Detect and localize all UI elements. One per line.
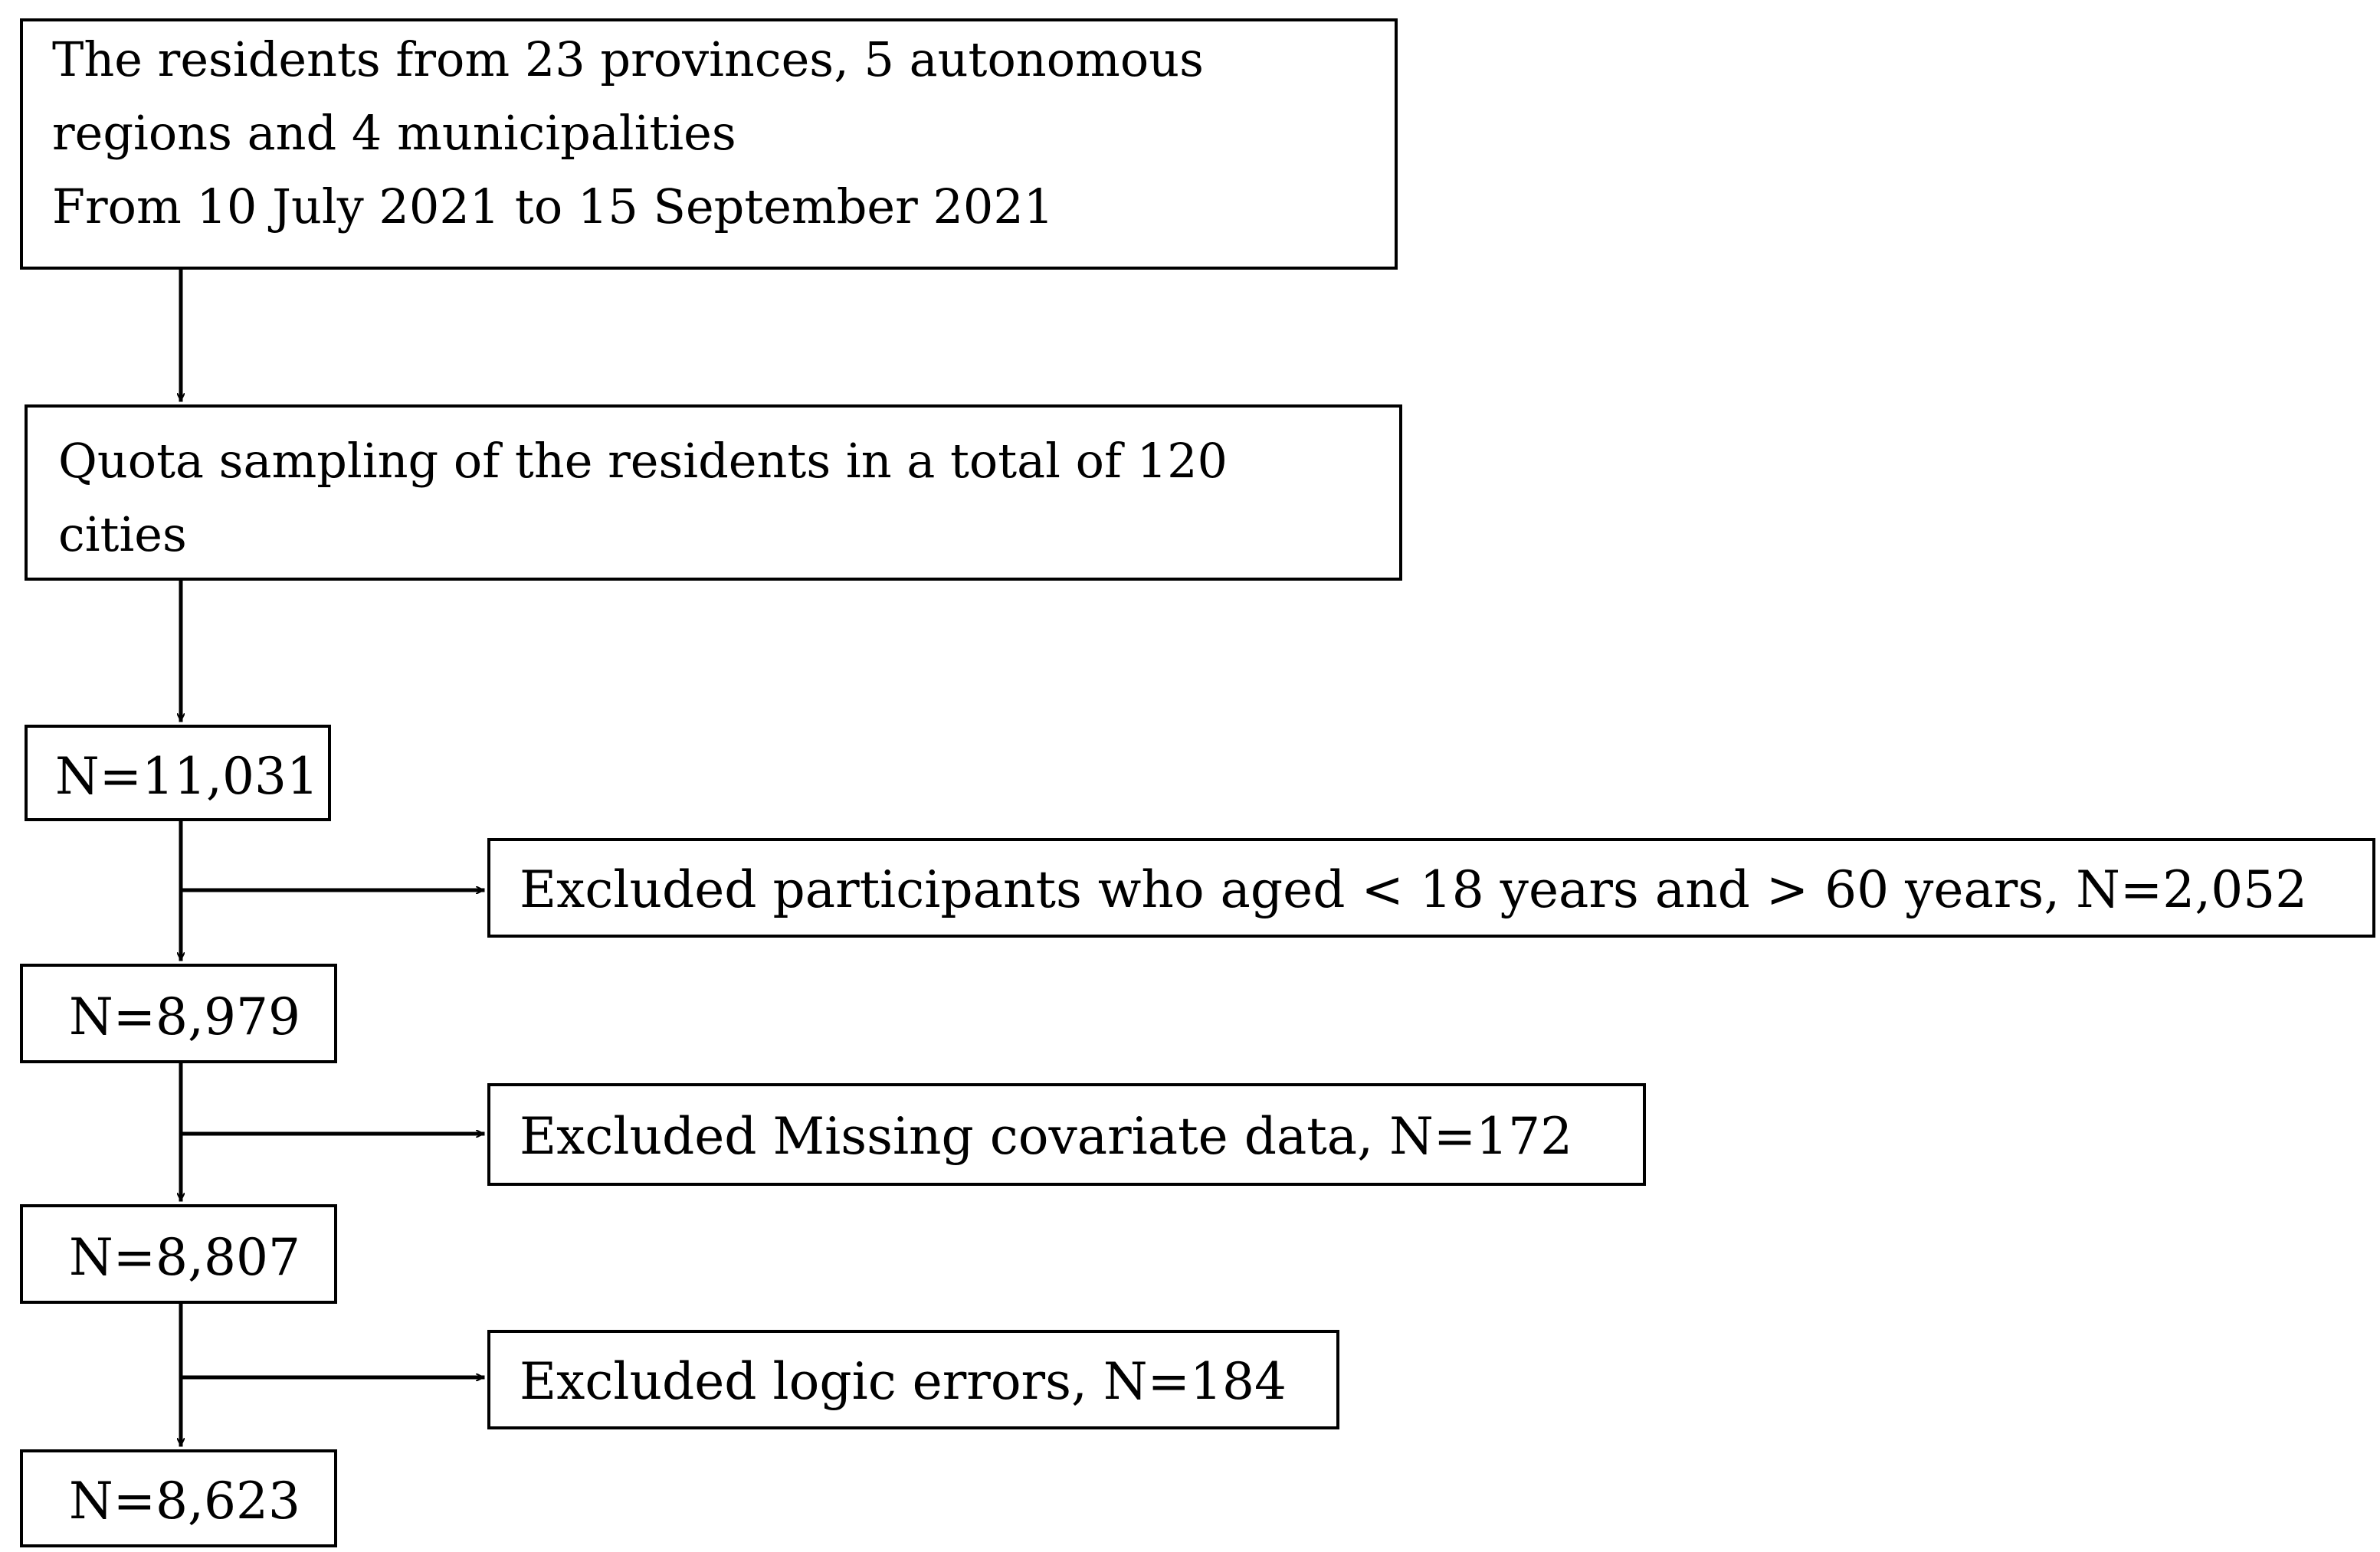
count-after-missing-label: N=8,807	[69, 1228, 300, 1287]
exclusion-box-logic-errors	[487, 1330, 1339, 1429]
count-box-after-missing	[20, 1204, 337, 1304]
count-box-after-age	[20, 964, 337, 1063]
source-line-3: From 10 July 2021 to 15 September 2021	[52, 178, 1054, 234]
quota-sampling-box	[25, 404, 1402, 581]
count-after-age-label: N=8,979	[69, 987, 300, 1046]
exclusion-missing-data-label: Excluded Missing covariate data, N=172	[520, 1107, 1573, 1166]
source-line-1: The residents from 23 provinces, 5 autonomous	[52, 31, 1204, 87]
quota-line-1: Quota sampling of the residents in a total of 120	[58, 433, 1228, 489]
exclusion-logic-errors-label: Excluded logic errors, N=184	[520, 1352, 1287, 1411]
count-box-initial	[25, 725, 331, 821]
exclusion-age-label: Excluded participants who aged < 18 years and > 60 years, N=2,052	[520, 860, 2308, 919]
quota-line-2: cities	[58, 506, 187, 562]
count-box-final	[20, 1449, 337, 1547]
exclusion-box-age	[487, 838, 2375, 938]
source-line-2: regions and 4 municipalities	[52, 105, 736, 161]
count-initial-label: N=11,031	[55, 747, 319, 806]
exclusion-box-missing-data	[487, 1083, 1646, 1186]
count-final-label: N=8,623	[69, 1472, 300, 1531]
source-population-box	[20, 18, 1398, 270]
